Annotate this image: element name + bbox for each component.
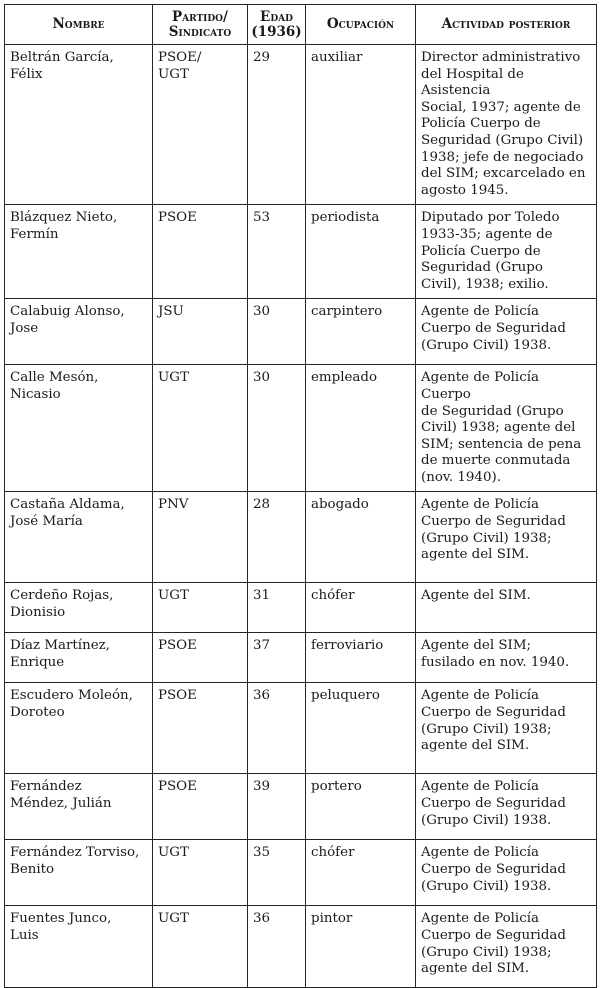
table-row bbox=[5, 45, 597, 205]
cell-edad-text: 30 bbox=[253, 304, 271, 320]
cell-nombre bbox=[5, 365, 153, 492]
table-row bbox=[5, 205, 597, 299]
cell-actividad-text: 1938; jefe de negociado bbox=[421, 149, 584, 165]
cell-partido-text: PSOE/ bbox=[158, 50, 202, 65]
table-row bbox=[5, 633, 597, 683]
cell-partido-text: UGT bbox=[158, 845, 189, 861]
cell-ocupacion bbox=[306, 583, 416, 633]
cell-actividad-text: Cuerpo de Seguridad bbox=[421, 862, 566, 878]
cell-ocupacion-text: empleado bbox=[311, 370, 378, 386]
cell-actividad bbox=[416, 205, 597, 299]
cell-ocupacion-text: peluquero bbox=[311, 688, 380, 704]
cell-actividad-text: (Grupo Civil) 1938; bbox=[421, 944, 552, 960]
table-row bbox=[5, 774, 597, 840]
cell-actividad-text: Policía Cuerpo de bbox=[421, 243, 541, 259]
cell-partido bbox=[153, 906, 248, 988]
table-row bbox=[5, 906, 597, 988]
cell-actividad-text: Agente de Policía bbox=[421, 304, 539, 320]
cell-ocupacion bbox=[306, 45, 416, 205]
header-partido-line2: Sindicato bbox=[168, 23, 232, 40]
cell-ocupacion-text: chófer bbox=[311, 845, 355, 861]
cell-nombre-text: Enrique bbox=[10, 655, 65, 671]
cell-actividad-text: Cuerpo de Seguridad bbox=[421, 928, 566, 944]
cell-edad bbox=[248, 683, 306, 774]
header-row bbox=[5, 5, 597, 45]
cell-actividad-text: Seguridad (Grupo Civil) bbox=[421, 132, 584, 148]
cell-edad-text: 53 bbox=[253, 210, 271, 226]
cell-nombre-text: Escudero Moleón, bbox=[10, 688, 133, 704]
cell-edad bbox=[248, 365, 306, 492]
cell-edad-text: 36 bbox=[253, 911, 271, 927]
cell-actividad-text: de Seguridad (Grupo bbox=[421, 403, 564, 419]
cell-partido bbox=[153, 45, 248, 205]
cell-partido-text: UGT bbox=[158, 588, 189, 604]
cell-partido-text: UGT bbox=[158, 911, 189, 927]
cell-nombre-text: Díaz Martínez, bbox=[10, 638, 110, 654]
cell-actividad-text: (Grupo Civil) 1938; bbox=[421, 530, 552, 546]
header-partido bbox=[153, 5, 248, 45]
cell-edad-text: 28 bbox=[253, 497, 271, 513]
cell-ocupacion bbox=[306, 299, 416, 365]
members-table bbox=[4, 4, 597, 988]
header-edad-line2: (1936) bbox=[251, 23, 302, 40]
cell-actividad-text: Cuerpo de Seguridad bbox=[421, 320, 566, 336]
cell-actividad-text: Civil) 1938; agente del bbox=[421, 420, 576, 436]
cell-actividad-text: (Grupo Civil) 1938. bbox=[421, 878, 552, 894]
header-ocupacion-label: Ocupación bbox=[326, 16, 395, 32]
cell-actividad-text: Director administrativo bbox=[421, 50, 581, 65]
header-partido-line1: Partido/ bbox=[172, 8, 228, 25]
cell-ocupacion bbox=[306, 492, 416, 583]
cell-actividad-text: Agente de Policía bbox=[421, 688, 539, 704]
header-nombre-label: Nombre bbox=[52, 16, 105, 32]
cell-ocupacion-text: pintor bbox=[311, 911, 353, 927]
cell-actividad-text: (nov. 1940). bbox=[421, 469, 501, 485]
cell-edad bbox=[248, 45, 306, 205]
cell-partido-text: PSOE bbox=[158, 638, 197, 654]
cell-actividad bbox=[416, 840, 597, 906]
cell-actividad-text: Policía Cuerpo de bbox=[421, 116, 541, 132]
cell-nombre-text: Cerdeño Rojas, bbox=[10, 588, 114, 604]
cell-nombre-text: Benito bbox=[10, 862, 55, 878]
cell-actividad-text: Cuerpo de Seguridad bbox=[421, 796, 566, 812]
cell-ocupacion-text: periodista bbox=[311, 210, 380, 226]
cell-actividad bbox=[416, 45, 597, 205]
cell-nombre bbox=[5, 906, 153, 988]
cell-nombre-text: Fuentes Junco, bbox=[10, 911, 112, 927]
cell-nombre-text: Blázquez Nieto, bbox=[10, 210, 118, 226]
cell-actividad-text: Agente de Policía bbox=[421, 779, 539, 795]
header-actividad-label: Actividad posterior bbox=[441, 16, 571, 32]
cell-partido-text: PSOE bbox=[158, 779, 197, 795]
cell-edad-text: 37 bbox=[253, 638, 271, 654]
table-row bbox=[5, 840, 597, 906]
cell-actividad-text: (Grupo Civil) 1938. bbox=[421, 337, 552, 353]
cell-actividad bbox=[416, 633, 597, 683]
header-actividad bbox=[416, 5, 597, 45]
cell-actividad-text: del SIM; excarcelado en bbox=[421, 166, 586, 182]
cell-actividad bbox=[416, 774, 597, 840]
table-header bbox=[5, 5, 597, 45]
cell-actividad-text: SIM; sentencia de pena bbox=[421, 436, 582, 452]
cell-actividad-text: Cuerpo de Seguridad bbox=[421, 705, 566, 721]
cell-nombre bbox=[5, 633, 153, 683]
cell-partido bbox=[153, 583, 248, 633]
cell-actividad-text: Agente de Policía Cuerpo bbox=[421, 370, 539, 402]
header-edad-line1: Edad bbox=[260, 8, 293, 25]
cell-partido bbox=[153, 492, 248, 583]
header-nombre bbox=[5, 5, 153, 45]
cell-nombre-text: Méndez, Julián bbox=[10, 796, 112, 812]
cell-partido-text: UGT bbox=[158, 66, 189, 82]
cell-partido-text: JSU bbox=[158, 304, 184, 320]
cell-actividad bbox=[416, 365, 597, 492]
cell-partido bbox=[153, 633, 248, 683]
cell-edad bbox=[248, 583, 306, 633]
cell-actividad bbox=[416, 299, 597, 365]
cell-edad-text: 31 bbox=[253, 588, 271, 604]
cell-edad-text: 39 bbox=[253, 779, 271, 795]
cell-partido-text: PNV bbox=[158, 497, 189, 513]
cell-nombre-text: Beltrán García, bbox=[10, 50, 114, 65]
cell-edad bbox=[248, 492, 306, 583]
cell-partido bbox=[153, 683, 248, 774]
cell-actividad-text: Seguridad (Grupo bbox=[421, 260, 543, 276]
cell-partido bbox=[153, 365, 248, 492]
table-row bbox=[5, 683, 597, 774]
cell-nombre-text: Dionisio bbox=[10, 605, 66, 621]
cell-edad bbox=[248, 205, 306, 299]
cell-ocupacion bbox=[306, 365, 416, 492]
cell-actividad bbox=[416, 492, 597, 583]
cell-nombre-text: Luis bbox=[10, 928, 39, 944]
cell-actividad-text: Diputado por Toledo bbox=[421, 210, 560, 226]
cell-nombre bbox=[5, 583, 153, 633]
cell-actividad-text: Agente del SIM; bbox=[421, 638, 532, 654]
cell-nombre-text: Calle Mesón, bbox=[10, 370, 99, 386]
cell-nombre-text: Castaña Aldama, bbox=[10, 497, 125, 513]
cell-actividad-text: (Grupo Civil) 1938. bbox=[421, 812, 552, 828]
table-row bbox=[5, 492, 597, 583]
cell-nombre bbox=[5, 299, 153, 365]
cell-ocupacion bbox=[306, 633, 416, 683]
cell-ocupacion-text: abogado bbox=[311, 497, 369, 513]
cell-nombre bbox=[5, 492, 153, 583]
header-ocupacion bbox=[306, 5, 416, 45]
cell-nombre-text: Doroteo bbox=[10, 705, 65, 721]
table-row bbox=[5, 583, 597, 633]
cell-actividad bbox=[416, 906, 597, 988]
header-edad bbox=[248, 5, 306, 45]
cell-ocupacion bbox=[306, 840, 416, 906]
cell-ocupacion-text: ferroviario bbox=[311, 638, 384, 654]
cell-nombre bbox=[5, 774, 153, 840]
cell-actividad-text: agente del SIM. bbox=[421, 961, 530, 977]
cell-partido bbox=[153, 299, 248, 365]
cell-edad bbox=[248, 906, 306, 988]
cell-edad-text: 35 bbox=[253, 845, 271, 861]
cell-edad bbox=[248, 633, 306, 683]
cell-ocupacion bbox=[306, 906, 416, 988]
cell-ocupacion-text: portero bbox=[311, 779, 362, 795]
cell-partido bbox=[153, 840, 248, 906]
cell-actividad-text: (Grupo Civil) 1938; bbox=[421, 721, 552, 737]
cell-nombre-text: Calabuig Alonso, bbox=[10, 304, 125, 320]
cell-partido-text: UGT bbox=[158, 370, 189, 386]
cell-actividad-text: Agente de Policía bbox=[421, 845, 539, 861]
cell-actividad-text: Agente de Policía bbox=[421, 911, 539, 927]
cell-edad-text: 30 bbox=[253, 370, 271, 386]
cell-edad bbox=[248, 840, 306, 906]
cell-ocupacion bbox=[306, 205, 416, 299]
cell-nombre-text: Jose bbox=[10, 320, 39, 336]
cell-actividad bbox=[416, 583, 597, 633]
cell-edad-text: 36 bbox=[253, 688, 271, 704]
cell-partido-text: PSOE bbox=[158, 210, 197, 226]
cell-actividad bbox=[416, 683, 597, 774]
table-body bbox=[5, 45, 597, 988]
cell-edad bbox=[248, 774, 306, 840]
cell-nombre-text: José María bbox=[10, 514, 83, 530]
cell-edad-text: 29 bbox=[253, 50, 271, 65]
cell-actividad-text: del Hospital de Asistencia bbox=[421, 66, 524, 99]
cell-nombre-text: Félix bbox=[10, 66, 43, 82]
table-row bbox=[5, 299, 597, 365]
cell-nombre-text: Nicasio bbox=[10, 386, 61, 402]
table-row bbox=[5, 365, 597, 492]
cell-ocupacion bbox=[306, 774, 416, 840]
cell-actividad-text: fusilado en nov. 1940. bbox=[421, 655, 570, 671]
cell-partido-text: PSOE bbox=[158, 688, 197, 704]
cell-ocupacion-text: auxiliar bbox=[311, 50, 363, 65]
cell-partido bbox=[153, 774, 248, 840]
cell-nombre bbox=[5, 205, 153, 299]
cell-edad bbox=[248, 299, 306, 365]
cell-ocupacion-text: chófer bbox=[311, 588, 355, 604]
cell-actividad-text: agosto 1945. bbox=[421, 182, 509, 198]
cell-nombre bbox=[5, 840, 153, 906]
cell-actividad-text: agente del SIM. bbox=[421, 738, 530, 754]
cell-actividad-text: Agente de Policía bbox=[421, 497, 539, 513]
cell-actividad-text: Social, 1937; agente de bbox=[421, 99, 581, 115]
cell-ocupacion-text: carpintero bbox=[311, 304, 383, 320]
cell-nombre bbox=[5, 683, 153, 774]
cell-actividad-text: agente del SIM. bbox=[421, 547, 530, 563]
cell-actividad-text: Civil), 1938; exilio. bbox=[421, 276, 549, 292]
cell-actividad-text: Agente del SIM. bbox=[421, 588, 531, 604]
cell-nombre-text: Fermín bbox=[10, 226, 59, 242]
cell-nombre bbox=[5, 45, 153, 205]
cell-actividad-text: Cuerpo de Seguridad bbox=[421, 514, 566, 530]
cell-nombre-text: Fernández Torviso, bbox=[10, 845, 140, 861]
cell-nombre-text: Fernández bbox=[10, 779, 82, 795]
cell-actividad-text: de muerte conmutada bbox=[421, 453, 571, 469]
cell-partido bbox=[153, 205, 248, 299]
cell-ocupacion bbox=[306, 683, 416, 774]
cell-actividad-text: 1933-35; agente de bbox=[421, 226, 553, 242]
